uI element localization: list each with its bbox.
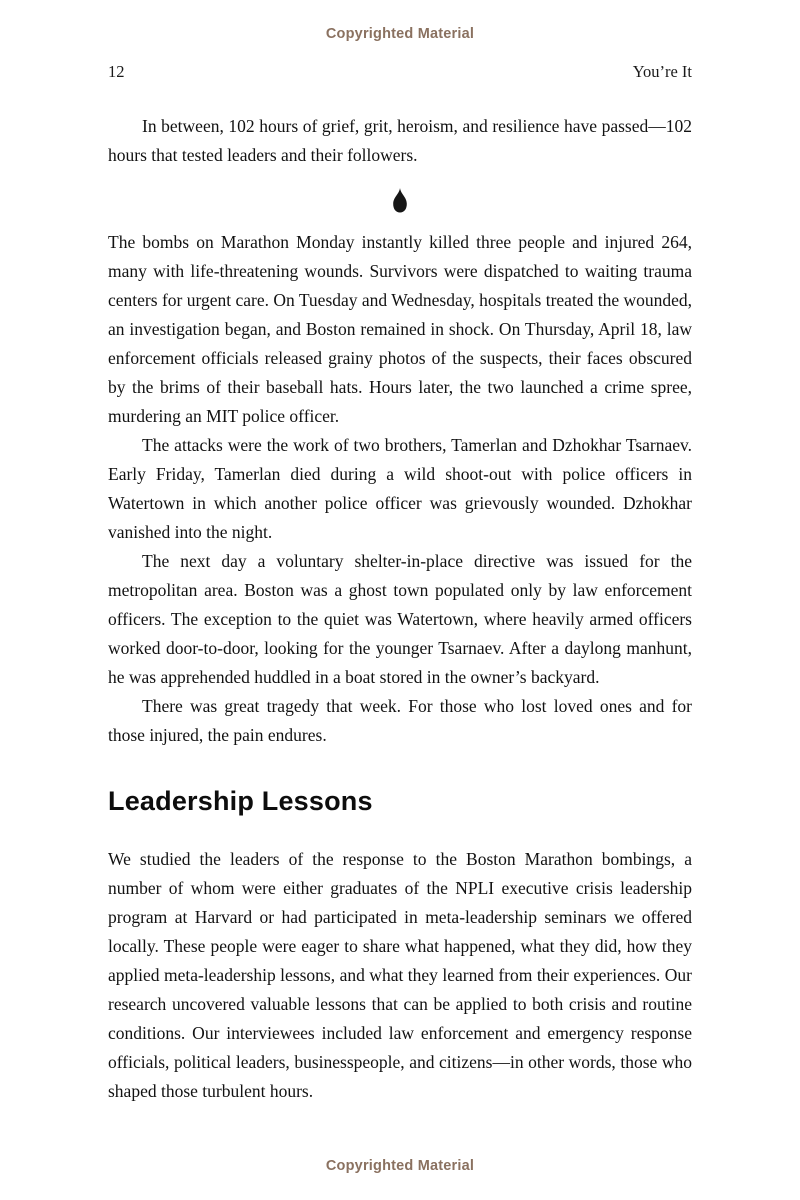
flame-ornament-icon: [108, 185, 692, 217]
intro-paragraph: In between, 102 hours of grief, grit, heroism, and resilience have passed—102 hours that tested leaders and their followers.: [108, 116, 692, 165]
page-body: [108, 112, 692, 1106]
section-paragraph: We studied the leaders of the response to the Boston Marathon bombings, a number of whom were either graduates of the NPLI executive crisis leadership program at Harvard or had participated in meta-leadership seminars we offered locally. These people were eager to share what happened, what they did, how they applied meta-leadership lessons, and what they learned from their experiences. Our research uncovered valuable lessons that can be applied to both crisis and routine conditions. Our interviewees included law enforcement and emergency response officials, political leaders, businesspeople, and citizens—in other words, those who shaped those turbulent hours.: [108, 849, 692, 1101]
body-paragraph: The next day a voluntary shelter-in-place directive was issued for the metropolitan area. Boston was a ghost town populated only by law enforcement officers. The exception to the quiet was Watertown, where heavily armed officers worked door-to-door, looking for the younger Tsarnaev. After a daylong manhunt, he was apprehended huddled in a boat stored in the owner’s backyard.: [108, 551, 692, 687]
copyright-notice-bottom: Copyrighted Material: [325, 1158, 475, 1174]
page-number: 12: [108, 62, 125, 81]
page-header: [108, 62, 692, 82]
body-paragraph: The attacks were the work of two brothers, Tamerlan and Dzhokhar Tsarnaev. Early Friday, Tamerlan died during a wild shoot-out with police officers in Watertown in which another police officer was grievously wounded. Dzhokhar vanished into the night.: [108, 435, 692, 542]
section-heading: Leadership Lessons: [108, 786, 373, 816]
running-title: You’re It: [632, 62, 692, 81]
copyright-notice-top: Copyrighted Material: [325, 26, 475, 42]
body-paragraph: The bombs on Marathon Monday instantly killed three people and injured 264, many with life-threatening wounds. Survivors were dispatched to waiting trauma centers for urgent care. On Tuesday and Wednesday, hospitals treated the wounded, an investigation began, and Boston remained in shock. On Thursday, April 18, law enforcement officials released grainy photos of the suspects, their faces obscured by the brims of their baseball hats. Hours later, the two launched a crime spree, murdering an MIT police officer.: [108, 232, 692, 426]
body-paragraph: There was great tragedy that week. For those who lost loved ones and for those injured, the pain endures.: [108, 696, 692, 745]
